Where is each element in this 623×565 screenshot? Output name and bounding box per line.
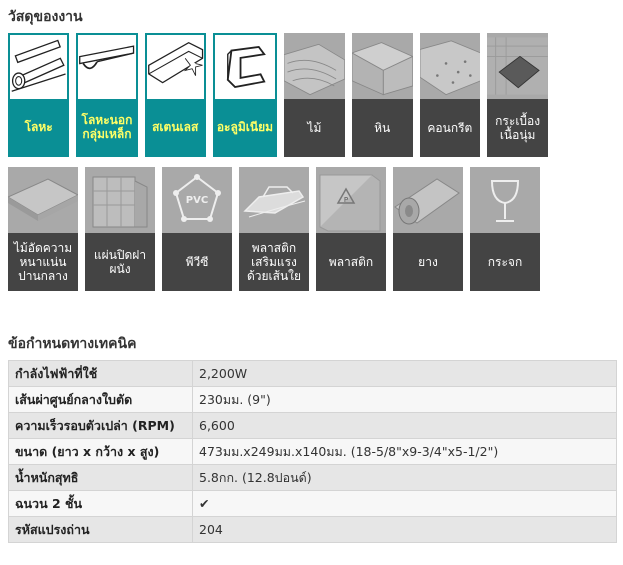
material-tile-pvc[interactable] — [162, 167, 232, 291]
wood-icon — [284, 33, 345, 99]
frp-boat-icon — [239, 167, 309, 233]
material-tile-mdf[interactable] — [8, 167, 78, 291]
table-row — [9, 465, 617, 491]
materials-title: วัสดุของงาน — [8, 9, 83, 25]
table-row — [9, 517, 617, 543]
specs-table — [8, 360, 617, 543]
table-row — [9, 361, 617, 387]
material-label: โลหะ — [10, 99, 67, 155]
materials-row-1 — [8, 33, 548, 157]
table-row — [9, 387, 617, 413]
material-label: กระเบื้องเนื้อนุ่ม — [487, 99, 548, 157]
material-tile-wall-panel[interactable] — [85, 167, 155, 291]
material-tile-plastic[interactable] — [316, 167, 386, 291]
spec-value: 2,200W — [193, 361, 617, 387]
specs-title: ข้อกำหนดทางเทคนิค — [8, 336, 137, 352]
svg-text:P: P — [343, 196, 349, 204]
materials-grid — [8, 33, 548, 301]
spec-value: 473มม.x249มม.x140มม. (18-5/8"x9-3/4"x5-1/2") — [193, 439, 617, 465]
material-label: ไม้อัดความหนาแน่นปานกลาง — [8, 233, 78, 291]
wall-panel-icon — [85, 167, 155, 233]
material-tile-concrete[interactable] — [420, 33, 481, 157]
material-label: พีวีซี — [162, 233, 232, 291]
material-tile-wood[interactable] — [284, 33, 345, 157]
spec-value: 204 — [193, 517, 617, 543]
tile-icon — [487, 33, 548, 99]
spec-key: รหัสแปรงถ่าน — [9, 517, 193, 543]
stainless-sheet-icon — [147, 35, 204, 99]
material-label: หิน — [352, 99, 413, 157]
spec-key: กำลังไฟฟ้าที่ใช้ — [9, 361, 193, 387]
spec-value: 230มม. (9") — [193, 387, 617, 413]
material-label: แผ่นปิดฝาผนัง — [85, 233, 155, 291]
material-tile-stone[interactable] — [352, 33, 413, 157]
pvc-icon — [162, 167, 232, 233]
material-label: โลหะนอกกลุ่มเหล็ก — [78, 99, 135, 155]
material-label: กระจก — [470, 233, 540, 291]
material-tile-aluminium[interactable] — [213, 33, 277, 157]
material-tile-nonferrous[interactable] — [76, 33, 137, 157]
rubber-roll-icon — [393, 167, 463, 233]
material-label: ยาง — [393, 233, 463, 291]
spec-value: 6,600 — [193, 413, 617, 439]
aluminium-profile-icon — [215, 35, 275, 99]
material-label: อะลูมิเนียม — [215, 99, 275, 155]
material-label: พลาสติก — [316, 233, 386, 291]
spec-key: ฉนวน 2 ชั้น — [9, 491, 193, 517]
concrete-icon — [420, 33, 481, 99]
spec-key: ขนาด (ยาว x กว้าง x สูง) — [9, 439, 193, 465]
material-label: สเตนเลส — [147, 99, 204, 155]
stone-icon — [352, 33, 413, 99]
material-label: ไม้ — [284, 99, 345, 157]
spec-value: 5.8กก. (12.8ปอนด์) — [193, 465, 617, 491]
table-row — [9, 491, 617, 517]
spec-key: เส้นผ่าศูนย์กลางใบตัด — [9, 387, 193, 413]
material-tile-metal[interactable] — [8, 33, 69, 157]
material-tile-glass[interactable] — [470, 167, 540, 291]
spec-key: ความเร็วรอบตัวเปล่า (RPM) — [9, 413, 193, 439]
mdf-board-icon — [8, 167, 78, 233]
material-tile-tile[interactable] — [487, 33, 548, 157]
material-label: คอนกรีต — [420, 99, 481, 157]
table-row — [9, 439, 617, 465]
material-tile-frp[interactable] — [239, 167, 309, 291]
metal-pipe-icon — [10, 35, 67, 99]
svg-text:PVC: PVC — [185, 195, 209, 206]
spec-key: น้ำหนักสุทธิ — [9, 465, 193, 491]
material-tile-rubber[interactable] — [393, 167, 463, 291]
plastic-icon — [316, 167, 386, 233]
checkmark-icon: ✔ — [193, 491, 617, 517]
material-tile-stainless[interactable] — [145, 33, 206, 157]
table-row — [9, 413, 617, 439]
nonferrous-gutter-icon — [78, 35, 135, 99]
glass-icon — [470, 167, 540, 233]
materials-row-2 — [8, 167, 548, 291]
material-label: พลาสติกเสริมแรงด้วยเส้นใย — [239, 233, 309, 291]
